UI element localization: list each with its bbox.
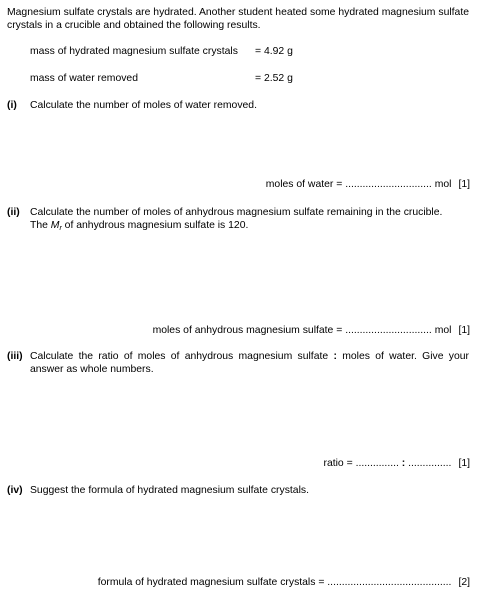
question-text-i: Calculate the number of moles of water removed. bbox=[30, 100, 257, 111]
answer-line-iv bbox=[98, 576, 470, 589]
question-text-ii-line2: The $M_r$ of anhydrous magnesium sulfate is 120. bbox=[30, 220, 249, 232]
question-number-ii: (ii) bbox=[7, 207, 20, 218]
answer-space-ii[interactable]: .............................. bbox=[345, 325, 432, 336]
ratio-colon: : bbox=[401, 458, 406, 469]
marks-iii: [1] bbox=[458, 458, 470, 469]
marks-ii: [1] bbox=[458, 325, 470, 336]
question-number-iv: (iv) bbox=[7, 485, 23, 496]
answer-line-iii bbox=[324, 457, 471, 470]
question-text-ii-line1: Calculate the number of moles of anhydrous magnesium sulfate remaining in the crucible. bbox=[30, 207, 443, 218]
answer-label-iii: ratio = bbox=[323, 458, 356, 469]
answer-label-iv: formula of hydrated magnesium sulfate crystals = bbox=[97, 577, 328, 588]
answer-label-i: moles of water = bbox=[265, 179, 346, 190]
question-number-i: (i) bbox=[7, 100, 17, 111]
answer-line-ii bbox=[153, 324, 470, 337]
question-text-ii bbox=[30, 206, 469, 232]
answer-space-i[interactable]: .............................. bbox=[345, 179, 432, 190]
question-text-iv: Suggest the formula of hydrated magnesium sulfate crystals. bbox=[30, 485, 309, 496]
result-hydrated-mass-value: = 4.92 g bbox=[255, 46, 293, 57]
answer-space-iii-left[interactable]: ............... bbox=[355, 458, 399, 469]
marks-i: [1] bbox=[458, 179, 470, 190]
answer-label-ii: moles of anhydrous magnesium sulfate = bbox=[152, 325, 346, 336]
mr-symbol: $M_r$ bbox=[50, 220, 62, 232]
question-number-iii: (iii) bbox=[7, 351, 23, 362]
answer-space-iii-right[interactable]: ............... bbox=[408, 458, 452, 469]
question-text-iii: Calculate the ratio of moles of anhydrous magnesium sulfate : moles of water. Give your answer as whole numbers. bbox=[30, 351, 470, 375]
intro-paragraph: Magnesium sulfate crystals are hydrated. Another student heated some hydrated magnesium sulfate crystals in a crucible and obtained the following results. bbox=[7, 7, 469, 31]
answer-unit-i: mol bbox=[434, 179, 452, 190]
answer-space-iv[interactable]: ........................................... bbox=[327, 577, 452, 588]
answer-unit-ii: mol bbox=[434, 325, 452, 336]
marks-iv: [2] bbox=[458, 577, 470, 588]
result-water-mass-label: mass of water removed bbox=[30, 73, 138, 84]
answer-line-i bbox=[266, 178, 470, 191]
result-hydrated-mass-label: mass of hydrated magnesium sulfate crystals bbox=[30, 46, 238, 57]
result-water-mass-value: = 2.52 g bbox=[255, 73, 293, 84]
